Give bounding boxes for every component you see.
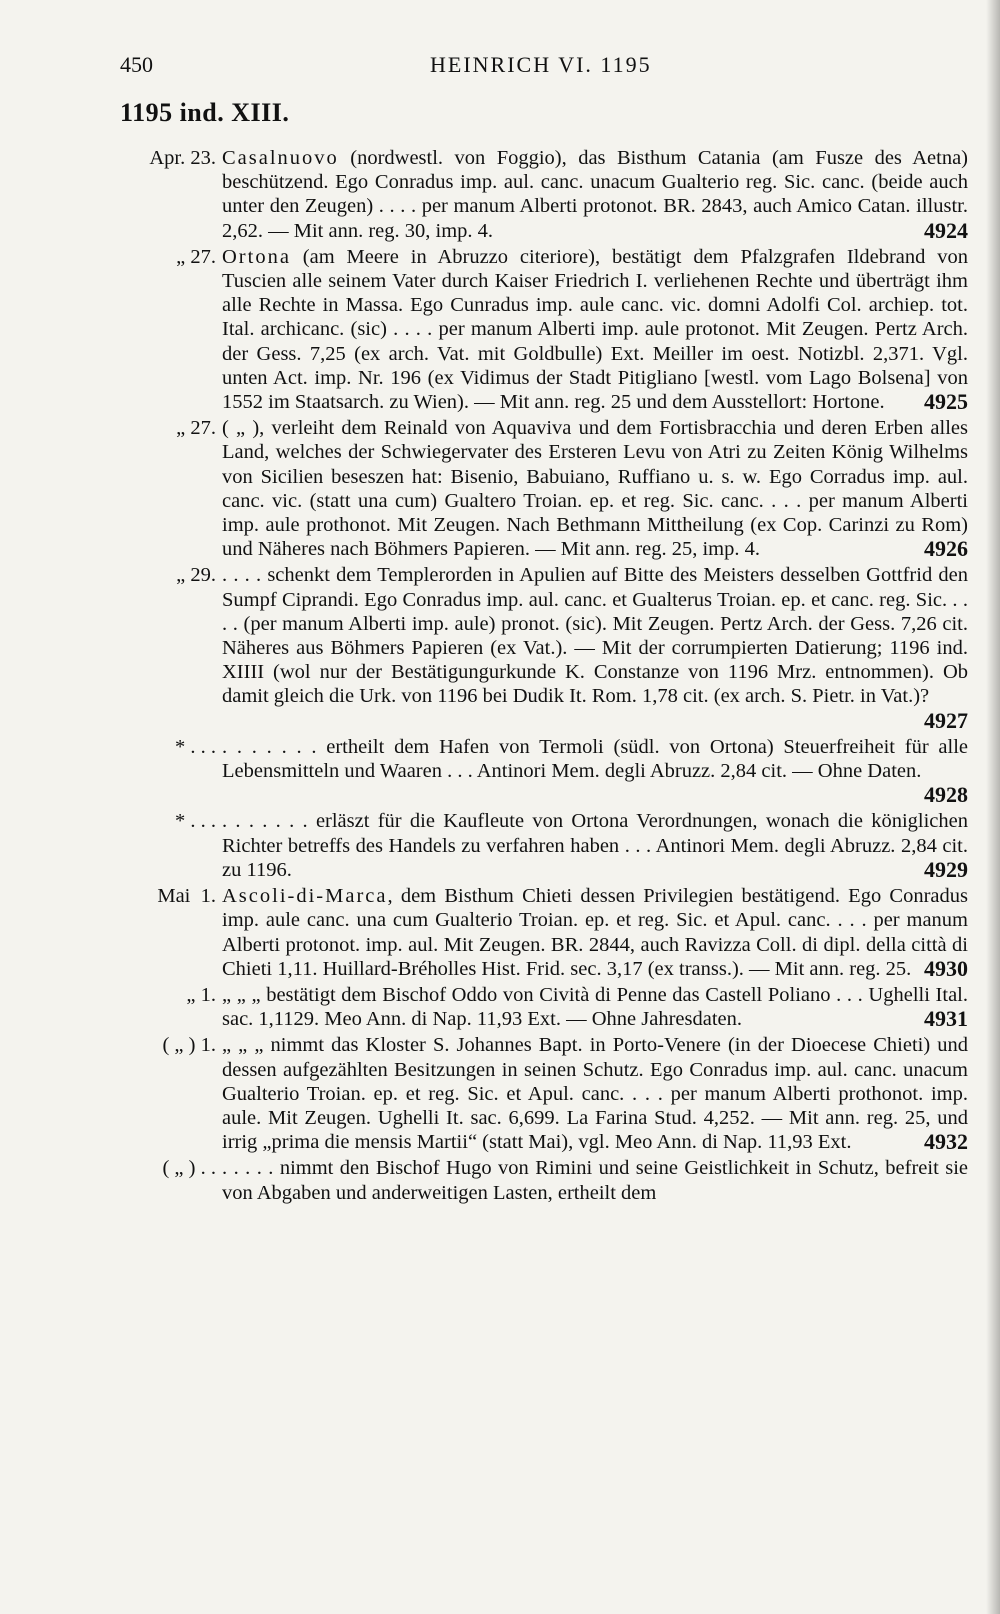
entry-body: (nordwestl. von Foggio), das Bisthum Catania (am Fusze des Aetna) beschützend. Ego Conradus imp. aul. canc. unacum Gualterio reg. Sic. canc. (beide auch unter den Zeugen) . . . . per manum Alberti protonot. BR. 2843, auch Amico Catan. illustr. 2,62. — Mit ann. reg. 30, imp. 4. bbox=[222, 147, 968, 242]
entry-body: . . . . . . . ertheilt dem Hafen von Termoli (südl. von Ortona) Steuerfreiheit für alle Lebensmitteln und Waaren . . . Antinori Mem. degli Abruzz. 2,84 cit. — Ohne Daten. bbox=[222, 735, 968, 783]
regest-number: 4926 bbox=[924, 536, 968, 562]
regest-number: 4928 bbox=[924, 782, 968, 808]
entry-text bbox=[222, 983, 968, 1031]
regest-number: 4930 bbox=[924, 955, 968, 981]
entry-text bbox=[222, 416, 968, 561]
entry-body: ( „ ), verleiht dem Reinald von Aquaviva und dem Fortisbracchia und deren Erben alles Land, welches der Schwiegervater des Ersteren Levu von Atri zu Zeiten König Wilhelms von Sicilien beseszen hat: Bisenio, Babuiano, Ruffiano u. s. w. Ego Corradus imp. aul. canc. vic. (statt una cum) Gualtero Troian. ep. et reg. Sic. canc. . . . per manum Alberti imp. aule prothonot. Mit Zeugen. Nach Bethmann Mittheilung (ex Cop. Carinzi zu Rom) und Näheres nach Böhmers Papieren. — Mit ann. reg. 25, imp. 4. bbox=[222, 417, 968, 561]
entry-date: „ 27. bbox=[176, 417, 216, 440]
regest-number: 4932 bbox=[924, 1129, 968, 1155]
regesta-entries bbox=[120, 146, 968, 1207]
entry-text bbox=[222, 884, 968, 981]
entry-place: Ortona bbox=[222, 245, 291, 268]
entry-text bbox=[222, 146, 968, 243]
entry-text bbox=[222, 1156, 968, 1204]
entry-place: Ascoli-di-Marca bbox=[222, 885, 388, 908]
regest-entry bbox=[120, 735, 968, 808]
regest-entry bbox=[120, 416, 968, 561]
entry-date: Mai 1. bbox=[157, 885, 216, 908]
section-heading: 1195 ind. XIII. bbox=[120, 98, 290, 127]
entry-body: . . . . schenkt dem Templerorden in Apulien auf Bitte des Meisters desselben Gottfrid den Sumpf Ciprandi. Ego Conradus imp. aul. canc. et Gualterus Troian. ep. et canc. reg. Sic. . . . . (per manum Alberti imp. aule) pronot. (sic). Mit Zeugen. Pertz Arch. der Gess. 7,26 cit. Näheres aus Böhmers Papieren (ex Vat.). — Mit der corrumpierten Datierung; 1196 ind. XIIII (wol nur der Bestätigungurkunde K. Constanze von 1196 Mrz. entnommen). Ob damit gleich die Urk. von 1196 bei Dudik It. Rom. 1,78 cit. (ex arch. S. Pietr. in Vat.)? bbox=[222, 564, 968, 708]
entry-date: „ 29. bbox=[176, 564, 216, 587]
regest-entry bbox=[120, 1156, 968, 1204]
regest-number: 4929 bbox=[924, 856, 968, 882]
entry-place: Casalnuovo bbox=[222, 147, 339, 169]
regest-number: 4927 bbox=[924, 707, 968, 733]
entry-body: „ „ „ bestätigt dem Bischof Oddo von Cività di Penne das Castell Poliano . . . Ughelli Ital. sac. 1,1129. Meo Ann. di Nap. 11,93 Ext. — Ohne Jahresdaten. bbox=[222, 983, 968, 1031]
entry-date: * . . . bbox=[175, 735, 216, 758]
regest-entry bbox=[120, 245, 968, 414]
entry-date: Apr. 23. bbox=[149, 147, 216, 169]
regest-entry bbox=[120, 809, 968, 882]
entry-date: „ 27. bbox=[176, 245, 216, 268]
regest-entry bbox=[120, 563, 968, 732]
entry-body: , dem Bisthum Chieti dessen Privilegien bestätigend. Ego Conradus imp. aule canc. una cum Gualterio Troian. ep. et reg. Sic. et Apul. canc. . . . per manum Alberti protonot. imp. aul. Mit Zeugen. BR. 2844, auch Ravizza Coll. di dipl. della città di Chieti 1,11. Huillard-Bréholles Hist. Frid. sec. 3,17 (ex transs.). — Mit ann. reg. 25. bbox=[222, 885, 968, 980]
entry-text bbox=[222, 1033, 968, 1154]
regest-entry bbox=[120, 983, 968, 1031]
regest-number: 4925 bbox=[924, 389, 968, 415]
entry-body: „ „ „ nimmt das Kloster S. Johannes Bapt. in Porto-Venere (in der Dioecese Chieti) und dessen aufgezählten Besitzungen in seinen Schutz. Ego Conradus imp. aul. canc. unacum Gualterio Troian. ep. et reg. Sic. et Apul. canc. . . . per manum Alberti prothonot. imp. aule. Mit Zeugen. Ughelli It. sac. 6,699. La Farina Stud. 4,252. — Mit ann. reg. 25, und irrig „prima die mensis Martii“ (statt Mai), vgl. Meo Ann. di Nap. 11,93 Ext. bbox=[222, 1034, 968, 1154]
entry-text bbox=[222, 809, 968, 882]
entry-text bbox=[222, 245, 968, 414]
entry-date: „ 1. bbox=[186, 983, 216, 1006]
regest-entry bbox=[120, 884, 968, 981]
entry-body: (am Meere in Abruzzo citeriore), bestätigt dem Pfalzgrafen Ildebrand von Tuscien alle seinem Vater durch Kaiser Friedrich I. verliehenen Rechte und überträgt ihm alle Rechte in Massa. Ego Cunradus imp. aule canc. vic. domni Adolfi Col. archiep. tot. Ital. archicanc. (sic) . . . . per manum Alberti imp. aule protonot. Mit Zeugen. Pertz Arch. der Gess. 7,25 (ex arch. Vat. mit Goldbulle) Ext. Meiller im oest. Notizbl. 2,371. Vgl. unten Act. imp. Nr. 196 (ex Vidimus der Stadt Pitigliano [westl. vom Lago Bolsena] von 1552 im Staatsarch. zu Wien). — Mit ann. reg. 25 und dem Ausstellort: Hortone. bbox=[222, 245, 968, 414]
regest-entry bbox=[120, 146, 968, 243]
running-head: HEINRICH VI. 1195 bbox=[430, 52, 652, 77]
entry-date: * . . . bbox=[175, 810, 216, 833]
page-edge-shadow bbox=[986, 0, 1000, 1614]
entry-date: ( „ ) 1. bbox=[162, 1034, 216, 1057]
regest-number: 4931 bbox=[924, 1006, 968, 1032]
entry-text bbox=[222, 563, 968, 732]
regest-number: 4924 bbox=[924, 217, 968, 243]
entry-date: ( „ ) . . bbox=[162, 1157, 216, 1180]
page-number: 450 bbox=[120, 52, 153, 77]
entry-body: . . . . . . . erläszt für die Kaufleute von Ortona Verordnungen, wonach die königlichen Richter betreffs des Handels zu verfahren haben . . . Antinori Mem. degli Abruzz. 2,84 cit. zu 1196. bbox=[222, 810, 968, 881]
page-header bbox=[120, 52, 965, 82]
entry-text bbox=[222, 735, 968, 808]
regest-entry bbox=[120, 1033, 968, 1154]
entry-body: . . . . . nimmt den Bischof Hugo von Rimini und seine Geistlichkeit in Schutz, befreit sie von Abgaben und anderweitigen Lasten, ertheilt dem bbox=[222, 1157, 968, 1204]
